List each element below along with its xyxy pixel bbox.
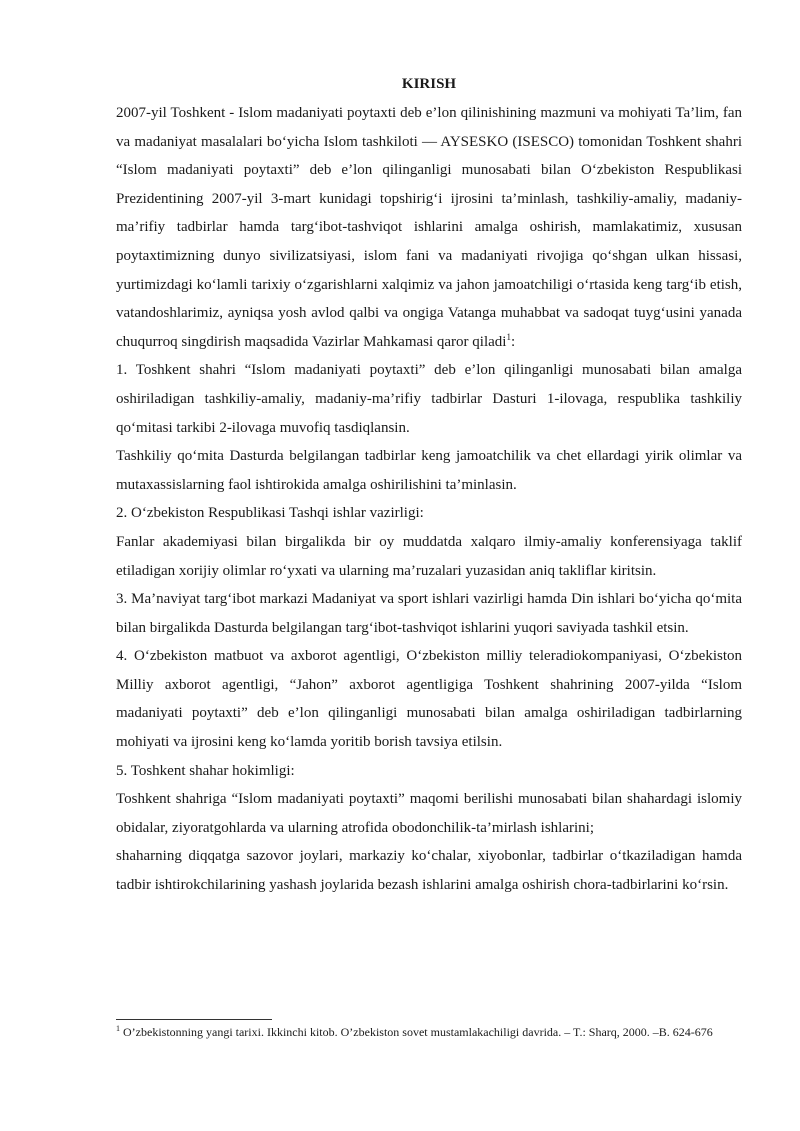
decree-item-5: 5. Toshkent shahar hokimligi: xyxy=(116,762,295,779)
decree-item-1-note: Tashkiliy qo‘mita Dasturda belgilangan tadbirlar keng jamoatchilik va chet ellardagi yirik olimlar va mutaxassislarning faol ishtirokida amalga oshirilishini ta’minlasin. xyxy=(116,448,742,493)
decree-item-2: 2. O‘zbekiston Respublikasi Tashqi ishlar vazirligi: xyxy=(116,505,424,522)
footnote-mark: 1 xyxy=(116,1024,120,1033)
decree-item-5-detail-b: shaharning diqqatga sazovor joylari, markaziy ko‘chalar, xiyobonlar, tadbirlar o‘tkaziladigan hamda tadbir ishtirokchilarining yashash joylarida bezash ishlarini amalga oshirish chora-tadbirlarini ko‘rsin. xyxy=(116,848,742,894)
paragraph-text: 2007-yil Toshkent - Islom madaniyati poytaxti deb e’lon qilinishining mazmuni va mohiyati Ta’lim, fan va madaniyat masalalari bo‘yicha Islom tashkiloti — AYSESKO (ISESCO) tomonidan Toshkent shahri “Islom madaniyati poytaxti” deb e’lon qilinganligi munosabati bilan O‘zbekiston Respublikasi Prezidentining 2007-yil 3-mart kunidagi topshirig‘i ijrosini ta’minlash, tashkiliy-amaliy, madaniy-ma’rifiy tadbirlar hamda targ‘ibot-tashviqot ishlarini amalga oshirish, mamlakatimiz, xususan poytaxtimizning dunyo sivilizatsiyasi, islom fani va madaniyati rivojiga qo‘shgan ulkan hissasi, yurtimizdagi ko‘lamli tarixiy o‘zgarishlarni xalqimiz va jahon jamoatchiligi o‘rtasida keng targ‘ib etish, vatandoshlarimiz, ayniqsa yosh avlod qalbi va ongiga Vatanga muhabbat va sadoqat tuyg‘usini yanada chuqurroq singdirish maqsadida Vazirlar Mahkamasi qaror qiladi xyxy=(116,105,742,350)
paragraph-suffix: : xyxy=(510,333,516,350)
decree-item-5-detail-a: Toshkent shahriga “Islom madaniyati poytaxti” maqomi berilishi munosabati bilan shahardagi islomiy obidalar, ziyoratgohlarda va ularning atrofida obodonchilik-ta’mirlash ishlarini; xyxy=(116,791,742,836)
footnote-divider xyxy=(116,1019,272,1020)
decree-item-3: 3. Ma’naviyat targ‘ibot markazi Madaniyat va sport ishlari vazirligi hamda Din ishlari bo‘yicha qo‘mita bilan birgalikda Dasturda belgilangan targ‘ibot-tashviqot ishlarini yuqori saviyada tashkil etsin. xyxy=(116,591,742,636)
document-body xyxy=(116,99,742,900)
footnote-reference[interactable]: 1 xyxy=(506,331,511,342)
footnote-text: O’zbekistonning yangi tarixi. Ikkinchi kitob. O’zbekiston sovet mustamlakachiligi davrida. – T.: Sharq, 2000. –B. 624-676 xyxy=(120,1025,713,1039)
page-title: KIRISH xyxy=(401,76,457,92)
intro-paragraph xyxy=(116,99,742,356)
footnote xyxy=(116,1023,742,1041)
decree-item-1: 1. Toshkent shahri “Islom madaniyati poytaxti” deb e’lon qilinganligi munosabati bilan amalga oshiriladigan tashkiliy-amaliy, madaniy-ma’rifiy tadbirlar Dasturi 1-ilovaga, respublika tashkiliy qo‘mitasi tarkibi 2-ilovaga muvofiq tasdiqlansin. xyxy=(116,362,742,436)
decree-item-4: 4. O‘zbekiston matbuot va axborot agentligi, O‘zbekiston milliy teleradiokompaniyasi, O‘zbekiston Milliy axborot agentligi, “Jahon” axborot agentligiga Toshkent shahrining 2007-yilda “Islom madaniyati poytaxti” deb e’lon qilinganligi munosabati bilan amalga oshiriladigan tadbirlarning mohiyati va ijrosini keng ko‘lamda yoritib borish tavsiya etilsin. xyxy=(116,648,742,751)
decree-item-2-detail: Fanlar akademiyasi bilan birgalikda bir oy muddatda xalqaro ilmiy-amaliy konferensiyaga taklif etiladigan xorijiy olimlar ro‘yxati va ularning ma’ruzalari yuzasidan aniq takliflar kiritsin. xyxy=(116,533,742,579)
